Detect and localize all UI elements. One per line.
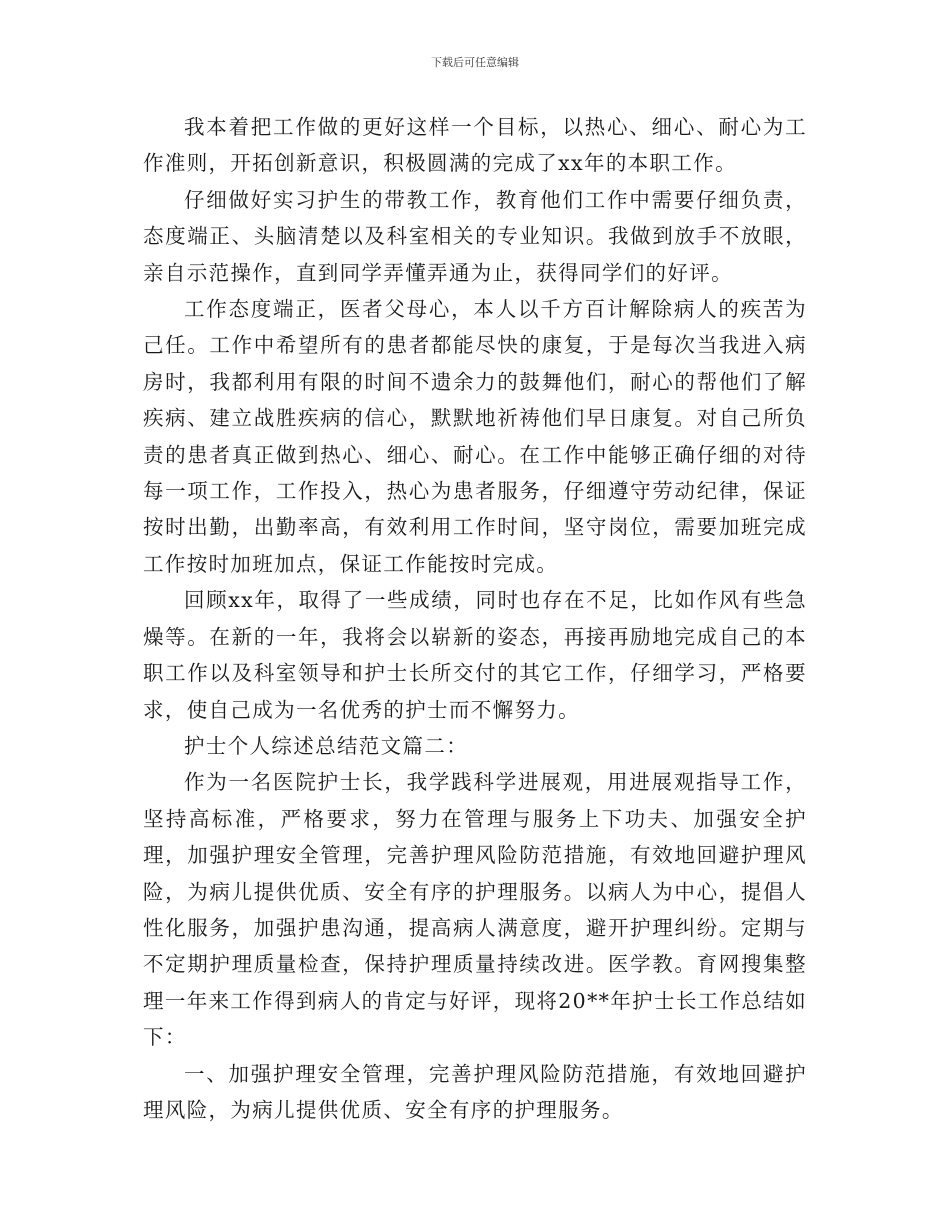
paragraph-teaching: 仔细做好实习护生的带教工作，教育他们工作中需要仔细负责，态度端正、头脑清楚以及科室相关的专业知识。我做到放手不放眼，亲自示范操作，直到同学弄懂弄通为止，获得同学们的好评。 [143, 187, 807, 285]
paragraph-safety-management: 一、加强护理安全管理，完善护理风险防范措施，有效地回避护理风险，为病儿提供优质、安全有序的护理服务。 [143, 1061, 807, 1122]
paragraph-work-goal: 我本着把工作做的更好这样一个目标，以热心、细心、耐心为工作准则，开拓创新意识，积极圆满的完成了xx年的本职工作。 [143, 115, 807, 176]
paragraph-head-nurse: 作为一名医院护士长，我学践科学进展观，用进展观指导工作，坚持高标准，严格要求，努力在管理与服务上下功夫、加强安全护理，加强护理安全管理，完善护理风险防范措施，有效地回避护理风险，为病儿提供优质、安全有序的护理服务。以病人为中心，提倡人性化服务，加强护患沟通，提高病人满意度，避开护理纠纷。定期与不定期护理质量检查，保持护理质量持续改进。医学教。育网搜集整理一年来工作得到病人的肯定与好评，现将20**年护士长工作总结如下： [143, 770, 807, 1050]
paragraph-work-attitude: 工作态度端正，医者父母心，本人以千方百计解除病人的疾苦为己任。工作中希望所有的患者都能尽快的康复，于是每次当我进入病房时，我都利用有限的时间不遗余力的鼓舞他们，耐心的帮他们了解疾病、建立战胜疾病的信心，默默地祈祷他们早日康复。对自己所负责的患者真正做到热心、细心、耐心。在工作中能够正确仔细的对待每一项工作，工作投入，热心为患者服务，仔细遵守劳动纪律，保证按时出勤，出勤率高，有效利用工作时间，坚守岗位，需要加班完成工作按时加班加点，保证工作能按时完成。 [143, 297, 807, 576]
document-body [143, 109, 807, 1128]
page-header: 下载后可任意编辑 [431, 56, 519, 69]
paragraph-review: 回顾xx年，取得了一些成绩，同时也存在不足，比如作风有些急燥等。在新的一年，我将会以崭新的姿态，再接再励地完成自己的本职工作以及科室领导和护士长所交付的其它工作，仔细学习，严格要求，使自己成为一名优秀的护士而不懈努力。 [143, 588, 807, 722]
section-heading: 护士个人综述总结范文篇二： [184, 733, 469, 758]
